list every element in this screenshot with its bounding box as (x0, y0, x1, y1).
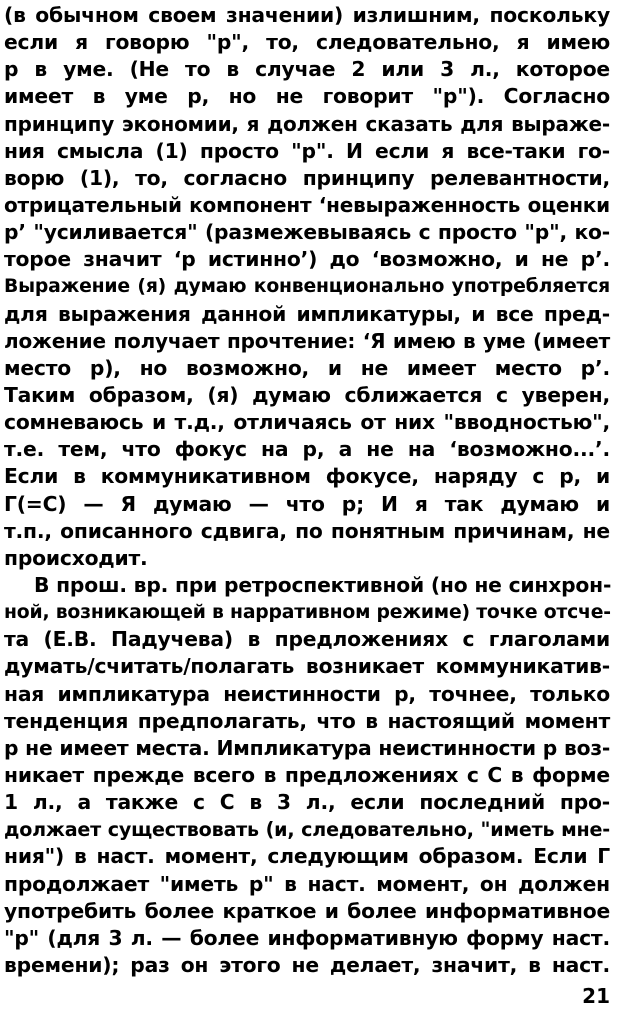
text-line-34: употребить более краткое и более информативное (4, 899, 610, 923)
text-line-24: та (Е.В. Падучева) в предложениях с глаголами (4, 627, 610, 651)
text-line-17: т.е. тем, что фокус на р, а не на ‘возможно...’. (4, 437, 610, 461)
text-line-1: (в обычном своем значении) излишним, поскольку (4, 3, 610, 27)
text-line-3: р в уме. (Не то в случае 2 или 3 л., которое (4, 57, 610, 81)
text-line-6: ния смысла (1) просто "р". И если я все-таки го- (4, 139, 610, 163)
text-line-11: Выражение (я) думаю конвенционально употребляется (4, 276, 610, 297)
text-line-8: отрицательный компонент ‘невыраженность оценки (4, 193, 610, 217)
text-line-29: никает прежде всего в предложениях с С в форме (4, 763, 610, 787)
text-line-12: для выражения данной импликатуры, и все пред- (4, 302, 610, 326)
text-line-26: ная импликатура неистинности р, точнее, только (4, 682, 610, 706)
text-line-15: Таким образом, (я) думаю сближается с уверен, (4, 383, 610, 407)
text-line-7: ворю (1), то, согласно принципу релевантности, (4, 166, 610, 190)
text-line-18: Если в коммуникативном фокусе, наряду с р, и (4, 464, 610, 488)
text-line-22: В прош. вр. при ретроспективной (но не синхрон- (34, 573, 612, 597)
text-line-20: т.п., описанного сдвига, по понятным причинам, не (4, 519, 610, 543)
text-line-25: думать/считать/полагать возникает коммуникатив- (4, 654, 610, 678)
text-line-19: Г(=С) — Я думаю — что р; И я так думаю и (4, 492, 610, 516)
text-line-28: р не имеет места. Импликатура неистинности р воз- (4, 736, 611, 760)
page-number: 21 (582, 984, 610, 1008)
text-line-30: 1 л., а также с С в 3 л., если последний про- (4, 790, 610, 814)
text-line-35: "р" (для 3 л. — более информативную форму наст. (4, 926, 610, 950)
text-line-36: времени); раз он этого не делает, значит, в наст. (4, 953, 610, 977)
text-line-13: ложение получает прочтение: ‘Я имею в уме (имеет (4, 329, 610, 353)
text-line-9: р’ "усиливается" (размежевываясь с просто "р", ко- (4, 220, 610, 244)
text-line-23: ной, возникающей в нарративном режиме) точке отсче- (4, 602, 611, 623)
text-line-32: ния") в наст. момент, следующим образом. Если Г (4, 844, 610, 868)
text-line-27: тенденция предполагать, что в настоящий момент (4, 709, 610, 733)
text-line-4: имеет в уме р, но не говорит "р"). Согласно (4, 84, 610, 108)
text-line-10: торое значит ‘р истинно’) до ‘возможно, и не р’. (4, 247, 610, 271)
text-line-31: должает существовать (и, следовательно, "иметь мне- (4, 818, 610, 841)
text-line-16: сомневаюсь и т.д., отличаясь от них "вводностью", (4, 410, 610, 434)
text-line-14: место р), но возможно, и не имеет место р’. (4, 356, 610, 380)
text-line-21: происходит. (4, 546, 148, 570)
text-line-33: продолжает "иметь р" в наст. момент, он должен (4, 872, 610, 896)
text-line-5: принципу экономии, я должен сказать для выраже- (4, 112, 610, 136)
text-line-2: если я говорю "р", то, следовательно, я имею (4, 30, 610, 54)
